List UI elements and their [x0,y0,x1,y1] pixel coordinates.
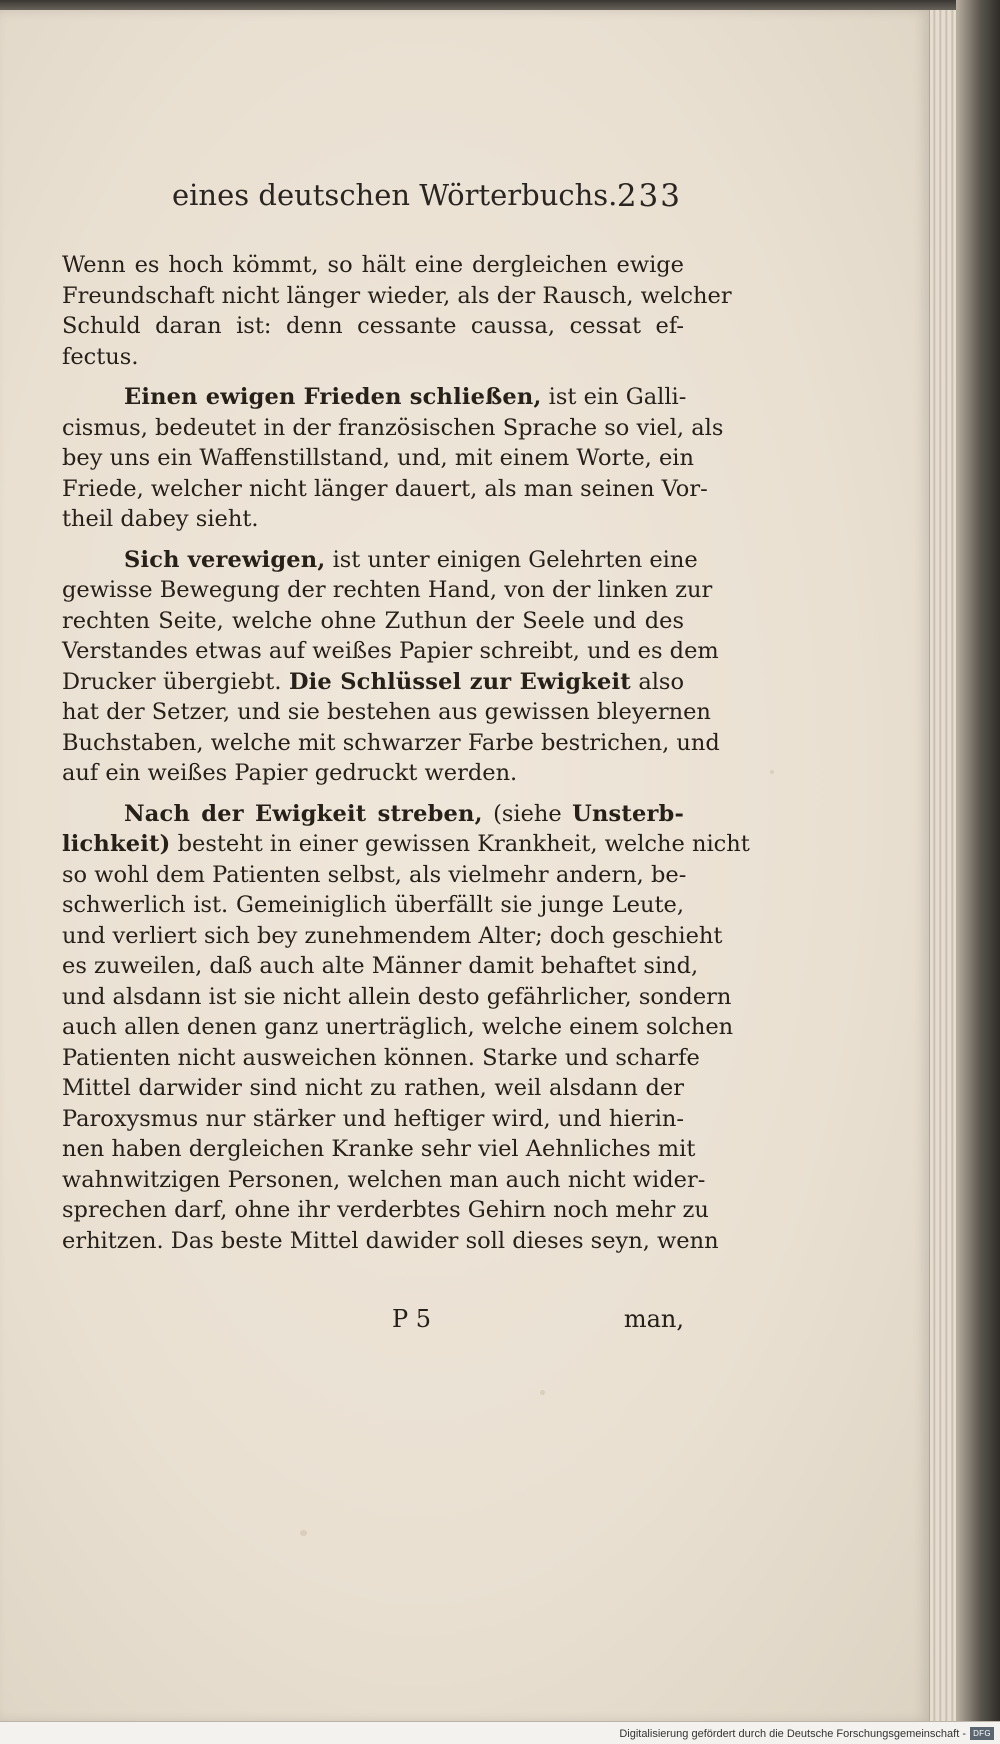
text-line: Wenn es hoch kömmt, so hält eine dergleichen ewige [62,252,684,278]
entry-keyword: Einen ewigen Frieden schließen, [124,384,542,410]
text-line: nen haben dergleichen Kranke sehr viel Aehnliches mit [62,1136,696,1162]
dfg-logo-icon: DFG [970,1727,994,1740]
page-edges [929,10,956,1730]
text-line: wahnwitzigen Personen, welchen man auch nicht wider- [62,1166,706,1193]
running-head-title: eines deutschen Wörterbuchs. [172,178,618,212]
text-line: erhitzen. Das beste Mittel dawider soll dieses seyn, wenn [62,1227,719,1254]
text-line: und alsdann ist sie nicht allein desto gefährlicher, sondern [62,983,732,1010]
entry-keyword: Sich verewigen, [124,546,326,573]
paper-spot [770,770,774,774]
text-line: auch allen denen ganz unerträglich, welche einem solchen [62,1014,734,1040]
digitization-credit-bar [0,1721,1000,1744]
text-line: cismus, bedeutet in der französischen Sprache so viel, als [62,414,724,441]
text-line: und verliert sich bey zunehmendem Alter; doch geschieht [62,922,723,949]
text-line: sprechen darf, ohne ihr verderbtes Gehirn noch mehr zu [62,1197,709,1223]
page-number: 233 [616,178,682,214]
text-line: schwerlich ist. Gemeiniglich überfällt sie junge Leute, [62,892,684,918]
text-line: lichkeit) besteht in einer gewissen Krankheit, welche nicht [62,831,750,857]
text-line: Patienten nicht ausweichen können. Starke und scharfe [62,1044,700,1071]
page-footer [392,1305,684,1339]
paper-spot [300,1530,307,1536]
text-line: fectus. [62,343,139,370]
text-line: rechten Seite, welche ohne Zuthun der Seele und des [62,607,684,634]
digitization-credit: Digitalisierung gefördert durch die Deutsche Forschungsgemeinschaft - [619,1728,966,1740]
text-line: Drucker übergiebt. Die Schlüssel zur Ewigkeit also [62,668,685,695]
cross-reference-keyword: Unsterb- [572,800,685,827]
text-line: so wohl dem Patienten selbst, als vielmehr andern, be- [62,861,687,888]
text-line: Mittel darwider sind nicht zu rathen, weil alsdann der [62,1075,684,1101]
text-line: Nach der Ewigkeit streben, (siehe Unsterb- [124,800,685,827]
text-line: hat der Setzer, und sie bestehen aus gewissen bleyernen [62,699,711,725]
text-line: es zuweilen, daß auch alte Männer damit behaftet sind, [62,953,699,979]
inline-keyword: Die Schlüssel zur Ewigkeit [288,668,631,695]
text-line: Freundschaft nicht länger wieder, als der Rausch, welcher [62,282,732,309]
text-line: Verstandes etwas auf weißes Papier schreibt, und es dem [62,638,719,664]
text-line: Sich verewigen, ist unter einigen Gelehrten eine [124,546,698,573]
text-line: Schuld daran ist: denn cessante caussa, cessat ef- [62,313,684,339]
book-cover-edge [956,0,1000,1744]
running-head [172,178,682,222]
text-line: theil dabey sieht. [62,506,259,532]
text-line: bey uns ein Waffenstillstand, und, mit einem Worte, ein [62,445,694,471]
text-line: auf ein weißes Papier gedruckt werden. [62,760,518,786]
entry-keyword: Nach der Ewigkeit streben, [124,800,483,827]
text-line: gewisse Bewegung der rechten Hand, von der linken zur [62,577,713,603]
signature-mark: P 5 [392,1305,432,1333]
body-text [62,250,750,1256]
paper-spot [540,1390,545,1395]
text-line: Paroxysmus nur stärker und heftiger wird, und hierin- [62,1105,684,1132]
catchword: man, [623,1305,684,1333]
text-line: Friede, welcher nicht länger dauert, als man seinen Vor- [62,475,708,502]
text-line: Buchstaben, welche mit schwarzer Farbe bestrichen, und [62,729,720,756]
text-line: Einen ewigen Frieden schließen, ist ein Galli- [124,384,687,410]
